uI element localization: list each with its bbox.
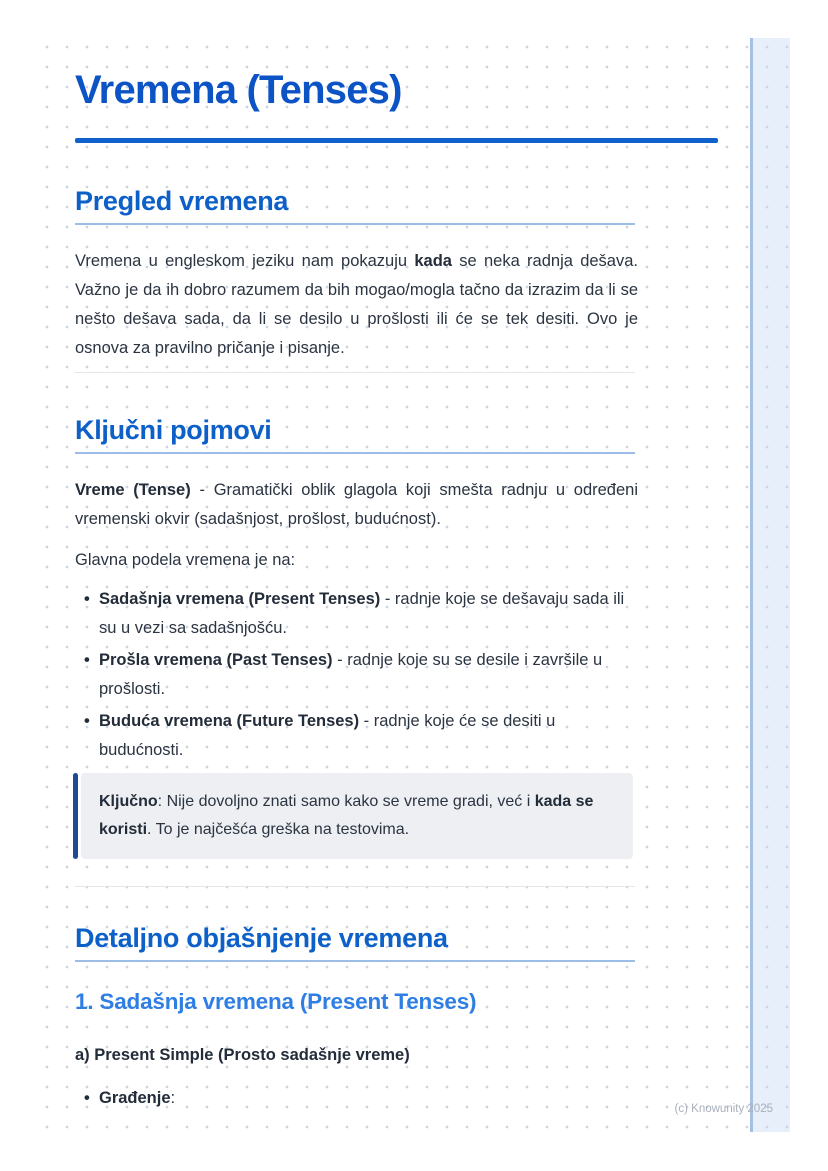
building-list xyxy=(75,1084,638,1113)
callout-accent-bar xyxy=(73,773,78,859)
key-callout xyxy=(73,773,633,859)
overview-paragraph xyxy=(75,247,638,363)
heading-underline xyxy=(75,452,635,454)
list-item-term: Buduća vremena (Future Tenses) xyxy=(99,712,360,730)
document-page xyxy=(45,38,790,1132)
footer-credit: (c) Knowunity 2025 xyxy=(674,1103,773,1115)
list-item-term: Sadašnja vremena (Present Tenses) xyxy=(99,590,381,608)
page-title: Vremena (Tenses) xyxy=(75,68,402,112)
overview-text-run: Vremena u engleskom jeziku nam pokazuju xyxy=(75,252,415,270)
subsection-heading-present-tenses: 1. Sadašnja vremena (Present Tenses) xyxy=(75,989,477,1014)
list-item-text xyxy=(99,585,638,643)
title-rule xyxy=(75,138,718,143)
list-item-text xyxy=(99,1084,638,1113)
section-divider xyxy=(75,886,635,887)
list-item-desc: - radnje koje se dešavaju sada ili su u vezi sa sadašnjošću. xyxy=(99,590,625,637)
section-divider xyxy=(75,372,635,373)
callout-run: . To je najčešća greška na testovima. xyxy=(147,821,410,838)
definition-term: Vreme (Tense) xyxy=(75,481,191,499)
bullet-icon: • xyxy=(84,712,90,730)
definition-text: - Gramatički oblik glagola koji smešta radnju u određeni vremenski okvir (sadašnjost, prošlost, budućnost). xyxy=(75,481,639,528)
bullet-icon: • xyxy=(84,1089,90,1107)
list-item-text xyxy=(99,707,638,765)
bullet-icon: • xyxy=(84,651,90,669)
document-content xyxy=(75,38,718,1113)
section-heading-key-terms: Ključni pojmovi xyxy=(75,415,272,445)
callout-text xyxy=(99,788,615,844)
callout-label: Ključno xyxy=(99,793,158,810)
right-margin-stripe xyxy=(750,38,790,1132)
list-item-term: Prošla vremena (Past Tenses) xyxy=(99,651,333,669)
tense-list xyxy=(75,585,638,765)
section-heading-detailed: Detaljno objašnjenje vremena xyxy=(75,923,448,953)
bullet-icon: • xyxy=(84,590,90,608)
list-item-text xyxy=(99,646,638,704)
section-heading-overview: Pregled vremena xyxy=(75,186,289,216)
list-item-desc: - radnje koje će se desiti u budućnosti. xyxy=(99,712,556,759)
subheading-present-simple: a) Present Simple (Prosto sadašnje vreme) xyxy=(75,1046,410,1064)
list-item-desc: - radnje koje su se desile i završile u prošlosti. xyxy=(99,651,603,698)
definition-paragraph xyxy=(75,476,638,534)
callout-run: : Nije dovoljno znati samo kako se vreme gradi, već i xyxy=(157,793,535,810)
list-item-gradenje xyxy=(75,1084,638,1113)
list-intro: Glavna podela vremena je na: xyxy=(75,551,296,569)
overview-text-run: se neka radnja dešava. Važno je da ih dobro razumem da bih mogao/mogla tačno da izrazim da li se nešto dešava sada, da li se desilo u prošlosti ili će se tek desiti. Ovo je osnova za pravilno pričanje i pisanje. xyxy=(75,252,638,357)
list-item-past xyxy=(75,646,638,704)
heading-underline xyxy=(75,960,635,962)
list-item-present xyxy=(75,585,638,643)
list-item-desc: : xyxy=(170,1089,176,1107)
list-item-future xyxy=(75,707,638,765)
list-item-term: Građenje xyxy=(99,1089,171,1107)
overview-bold-kada: kada xyxy=(414,252,452,270)
callout-body xyxy=(81,773,633,859)
heading-underline xyxy=(75,223,635,225)
callout-bold: kada se koristi xyxy=(99,793,594,838)
